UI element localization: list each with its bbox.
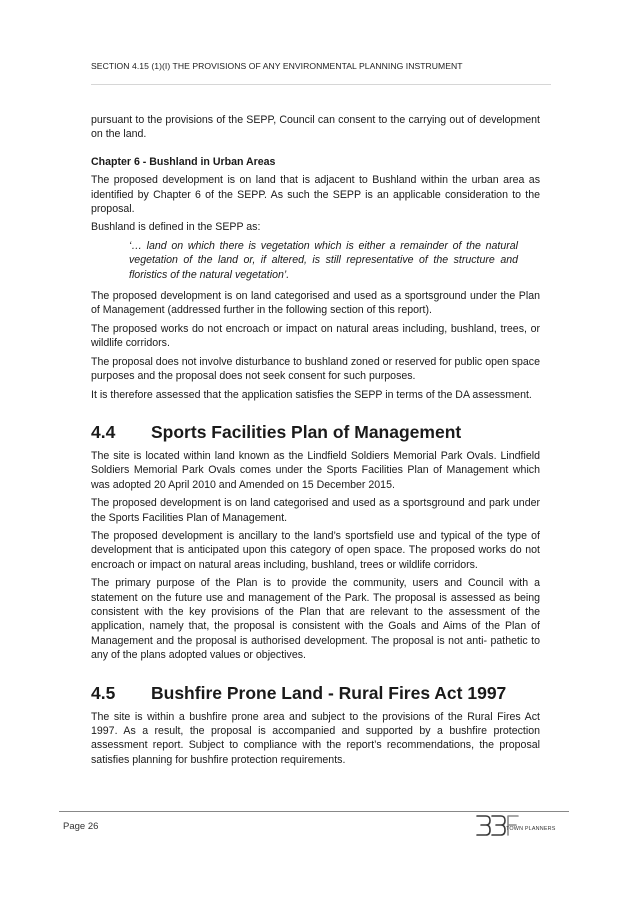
paragraph: Bushland is defined in the SEPP as: [91, 221, 261, 234]
logo-wordmark: TOWN PLANNERS [506, 826, 556, 832]
paragraph: The proposed works do not encroach or impact on natural areas including, bushland, trees, or wildlife corridors. [91, 322, 540, 350]
paragraph: The primary purpose of the Plan is to provide the community, users and Council with a statement on the future use and management of the Park. The proposal is assessed as being consistent with the key provisions of the Plan that are relevant to the assessment of the application, namely that, the proposal is consistent with the Goals and Aims of the Plan of Management and the proposal is authorised development. The proposal is not anti- pathetic to any of the plans adopted values or objectives. [91, 577, 540, 662]
chapter-heading: Chapter 6 - Bushland in Urban Areas [91, 155, 276, 168]
paragraph: The proposed development is on land categorised and used as a sportsground under the Plan of Management (addressed further in the following section of this report). [91, 290, 540, 317]
paragraph: The proposed development is ancillary to the land’s sportsfield use and typical of the type of development that is anticipated upon this category of open space. The proposed works do not encroach or impact on natural areas including, bushland, trees or wildlife corridors. [91, 529, 540, 571]
header-divider [91, 84, 551, 85]
paragraph: The proposal does not involve disturbance to bushland zoned or reserved for public open space purposes and the proposal does not seek consent for such purposes. [91, 355, 540, 383]
running-header: SECTION 4.15 (1)(I) THE PROVISIONS OF ANY ENVIRONMENTAL PLANNING INSTRUMENT [91, 61, 463, 71]
paragraph: The site is within a bushfire prone area and subject to the provisions of the Rural Fires Act 1997. As a result, the proposal is accompanied and supported by a bushfire protection assessment report. Subject to compliance with the report’s recommendations, the proposal satisfies planning for bushfire protection requirements. [91, 710, 540, 766]
page-number: Page 26 [63, 821, 99, 832]
paragraph: pursuant to the provisions of the SEPP, Council can consent to the carrying out of development on the land. [91, 114, 540, 141]
section-heading-4-5 [91, 682, 540, 704]
section-title: Sports Facilities Plan of Management [151, 421, 462, 442]
paragraph: The site is located within land known as the Lindfield Soldiers Memorial Park Ovals. Lindfield Soldiers Memorial Park Ovals comes under the Sports Facilities Plan of Management which was adopted 20 April 2010 and Amended on 15 December 2015. [91, 449, 540, 491]
section-number: 4.4 [91, 421, 116, 442]
paragraph: The proposed development is on land categorised and used as a sportsground and park under the Sports Facilities Plan of Management. [91, 497, 540, 524]
section-title: Bushfire Prone Land - Rural Fires Act 1997 [151, 682, 507, 703]
section-heading-4-4 [91, 421, 540, 443]
definition-quote: ‘… land on which there is vegetation which is either a remainder of the natural vegetation of the land or, if altered, is still representative of the structure and floristics of the natural vegetation’. [129, 239, 518, 281]
footer-divider [59, 811, 569, 812]
page-body [91, 113, 540, 771]
paragraph: It is therefore assessed that the application satisfies the SEPP in terms of the DA assessment. [91, 388, 532, 401]
section-number: 4.5 [91, 682, 116, 703]
paragraph: The proposed development is on land that is adjacent to Bushland within the urban area as identified by Chapter 6 of the SEPP. As such the SEPP is an applicable consideration to the proposal. [91, 174, 540, 216]
